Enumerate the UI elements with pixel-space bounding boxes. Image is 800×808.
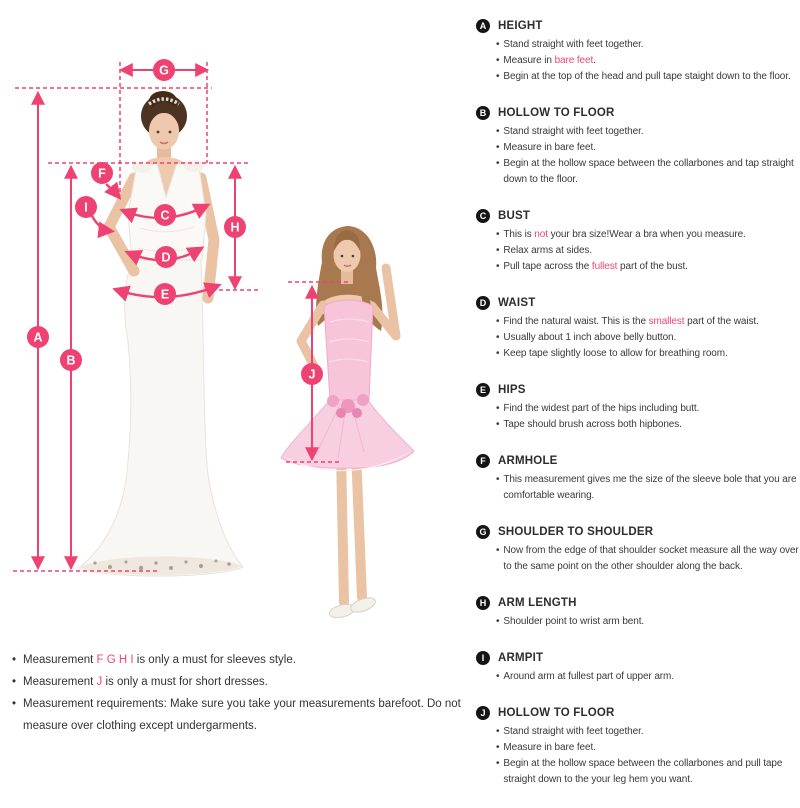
section-header	[476, 208, 800, 224]
letter-badge-g: G	[476, 525, 490, 539]
section-bullets	[476, 227, 800, 275]
instruction-bullet	[476, 472, 800, 504]
text-segment: This measurement gives me the size of the sleeve bole that you are comfortable wearing.	[503, 474, 797, 501]
text-segment: Measure in bare feet.	[503, 742, 596, 753]
instruction-bullet	[476, 259, 800, 275]
instruction-bullet	[476, 243, 800, 259]
bullet-marker: •	[496, 316, 500, 327]
bullet-text	[503, 156, 800, 188]
note-item	[12, 671, 468, 693]
bullet-text	[503, 472, 800, 504]
text-segment: This is	[503, 229, 535, 240]
measure-section-a	[476, 18, 800, 85]
bullet-text	[503, 346, 800, 362]
bullet-marker: •	[496, 474, 500, 485]
section-bullets	[476, 472, 800, 504]
section-header	[476, 705, 800, 721]
measure-section-f	[476, 453, 800, 504]
section-bullets	[476, 314, 800, 362]
bullet-marker: •	[496, 758, 500, 769]
measurement-notes	[12, 649, 468, 737]
section-header	[476, 524, 800, 540]
text-segment: Stand straight with feet together.	[503, 39, 644, 50]
text-segment: Around arm at fullest part of upper arm.	[503, 671, 674, 682]
highlighted-text: smallest	[648, 316, 685, 327]
section-bullets	[476, 37, 800, 85]
letter-badge-j: J	[476, 706, 490, 720]
letter-badge-e: E	[476, 383, 490, 397]
bullet-text	[503, 243, 800, 259]
instruction-bullet	[476, 37, 800, 53]
letter-badge-h: H	[476, 596, 490, 610]
instruction-bullet	[476, 346, 800, 362]
section-header	[476, 382, 800, 398]
instruction-bullet	[476, 724, 800, 740]
label-H: H	[230, 220, 240, 235]
section-title: HEIGHT	[498, 20, 543, 32]
bullet-text	[503, 669, 800, 685]
measure-section-b	[476, 105, 800, 188]
label-F: F	[98, 166, 106, 181]
bullet-text	[503, 37, 800, 53]
section-title: ARMHOLE	[498, 455, 558, 467]
section-title: HIPS	[498, 384, 526, 396]
bullet-marker: •	[496, 545, 500, 556]
model-eye	[352, 255, 355, 258]
pink-dress-bodice	[324, 300, 373, 400]
label-I: I	[84, 200, 88, 215]
note-item	[12, 693, 468, 737]
letter-badge-a: A	[476, 19, 490, 33]
bullet-marker: •	[496, 39, 500, 50]
bullet-text	[503, 227, 800, 243]
highlighted-text: J	[96, 676, 103, 688]
bullet-marker: •	[496, 229, 500, 240]
bullet-text	[503, 259, 800, 275]
bride-eye	[157, 131, 160, 134]
model-leg	[341, 452, 344, 602]
text-segment: Measurement	[23, 676, 97, 688]
note-item	[12, 649, 468, 671]
letter-badge-c: C	[476, 209, 490, 223]
bullet-text	[503, 124, 800, 140]
instruction-bullet	[476, 156, 800, 188]
label-G: G	[159, 63, 169, 78]
bullet-marker: •	[496, 403, 500, 414]
model-leg	[356, 452, 362, 597]
bullet-marker: •	[496, 332, 500, 343]
text-segment: .	[593, 55, 596, 66]
text-segment: is only a must for sleeves style.	[133, 654, 296, 666]
text-segment: Stand straight with feet together.	[503, 126, 644, 137]
letter-badge-i: I	[476, 651, 490, 665]
instruction-bullet	[476, 543, 800, 575]
section-header	[476, 18, 800, 34]
bullet-marker: •	[496, 726, 500, 737]
model-eye	[341, 255, 344, 258]
bullet-text	[503, 417, 800, 433]
text-segment: Pull tape across the	[503, 261, 592, 272]
bullet-text	[503, 724, 800, 740]
bullet-marker: •	[496, 158, 500, 169]
text-segment: part of the bust.	[617, 261, 688, 272]
text-segment: Measurement	[23, 654, 97, 666]
section-title: HOLLOW TO FLOOR	[498, 707, 615, 719]
bullet-marker: •	[496, 419, 500, 430]
text-segment: your bra size!Wear a bra when you measure.	[547, 229, 746, 240]
bullet-marker: •	[12, 654, 17, 666]
section-bullets	[476, 724, 800, 788]
bullet-marker: •	[496, 142, 500, 153]
bullet-marker: •	[496, 671, 500, 682]
bullet-text	[503, 543, 800, 575]
text-segment: is only a must for short dresses.	[102, 676, 268, 688]
instruction-bullet	[476, 614, 800, 630]
instruction-bullet	[476, 227, 800, 243]
section-bullets	[476, 543, 800, 575]
instruction-bullet	[476, 401, 800, 417]
measurement-guide-list	[476, 18, 800, 808]
text-segment: Tape should brush across both hipbones.	[503, 419, 682, 430]
section-header	[476, 105, 800, 121]
text-segment: Begin at the hollow space between the collarbones and pull tape straight down to the your leg hem you want.	[503, 758, 783, 785]
instruction-bullet	[476, 740, 800, 756]
text-segment: Find the widest part of the hips including butt.	[503, 403, 700, 414]
measure-section-d	[476, 295, 800, 362]
bride-eye	[169, 131, 172, 134]
bullet-text	[503, 756, 800, 788]
measure-section-c	[476, 208, 800, 275]
letter-badge-b: B	[476, 106, 490, 120]
highlighted-text: not	[534, 229, 548, 240]
highlighted-text: F G H I	[96, 654, 134, 666]
bullet-marker: •	[496, 71, 500, 82]
measure-section-h	[476, 595, 800, 630]
section-title: BUST	[498, 210, 531, 222]
measure-arrow-F	[106, 184, 118, 196]
section-title: WAIST	[498, 297, 536, 309]
section-title: ARMPIT	[498, 652, 544, 664]
bullet-text	[503, 69, 800, 85]
instruction-bullet	[476, 756, 800, 788]
bullet-text	[503, 140, 800, 156]
bullet-text	[503, 401, 800, 417]
figure-pink-dress-model	[281, 226, 414, 620]
text-segment: Measure in bare feet.	[503, 142, 596, 153]
bullet-marker: •	[496, 126, 500, 137]
bullet-marker: •	[12, 698, 17, 710]
section-header	[476, 453, 800, 469]
text-segment: Find the natural waist. This is the	[503, 316, 649, 327]
bullet-text	[503, 314, 800, 330]
section-header	[476, 295, 800, 311]
instruction-bullet	[476, 330, 800, 346]
section-bullets	[476, 614, 800, 630]
text-segment: Shoulder point to wrist arm bent.	[503, 616, 645, 627]
label-A: A	[33, 330, 43, 345]
section-bullets	[476, 124, 800, 188]
bullet-text	[503, 740, 800, 756]
section-bullets	[476, 669, 800, 685]
bullet-marker: •	[496, 616, 500, 627]
instruction-bullet	[476, 69, 800, 85]
bullet-marker: •	[496, 742, 500, 753]
bullet-marker: •	[496, 245, 500, 256]
note-text	[23, 671, 468, 693]
bullet-text	[503, 330, 800, 346]
bullet-marker: •	[496, 261, 500, 272]
instruction-bullet	[476, 669, 800, 685]
section-title: HOLLOW TO FLOOR	[498, 107, 615, 119]
instruction-bullet	[476, 53, 800, 69]
text-segment: Now from the edge of that shoulder socket measure all the way over to the same point on the other shoulder along the back.	[503, 545, 799, 572]
bullet-marker: •	[12, 676, 17, 688]
instruction-bullet	[476, 417, 800, 433]
label-J: J	[308, 367, 316, 382]
instruction-bullet	[476, 124, 800, 140]
section-header	[476, 595, 800, 611]
section-header	[476, 650, 800, 666]
label-E: E	[160, 287, 170, 302]
measure-section-e	[476, 382, 800, 433]
measure-section-j	[476, 705, 800, 788]
note-text	[23, 649, 468, 671]
measure-section-i	[476, 650, 800, 685]
letter-badge-f: F	[476, 454, 490, 468]
section-title: ARM LENGTH	[498, 597, 577, 609]
section-bullets	[476, 401, 800, 433]
section-title: SHOULDER TO SHOULDER	[498, 526, 654, 538]
text-segment: Relax arms at sides.	[503, 245, 592, 256]
text-segment: Stand straight with feet together.	[503, 726, 644, 737]
letter-badge-d: D	[476, 296, 490, 310]
text-segment: Measurement requirements: Make sure you take your measurements barefoot. Do not measure over clothing except undergarments.	[23, 698, 461, 732]
instruction-bullet	[476, 314, 800, 330]
bullet-marker: •	[496, 348, 500, 359]
note-text	[23, 693, 468, 737]
label-D: D	[161, 250, 171, 265]
text-segment: Begin at the top of the head and pull tape staight down to the floor.	[503, 71, 791, 82]
bullet-marker: •	[496, 55, 500, 66]
highlighted-text: fullest	[591, 261, 618, 272]
text-segment: Measure in	[503, 55, 555, 66]
bullet-text	[503, 614, 800, 630]
text-segment: part of the waist.	[684, 316, 759, 327]
bullet-text	[503, 53, 800, 69]
bride-gown-skirt	[79, 258, 243, 576]
instruction-bullet	[476, 140, 800, 156]
measure-section-g	[476, 524, 800, 575]
label-C: C	[160, 208, 170, 223]
text-segment: Keep tape slightly loose to allow for breathing room.	[503, 348, 728, 359]
text-segment: Usually about 1 inch above belly button.	[503, 332, 677, 343]
highlighted-text: bare feet	[554, 55, 594, 66]
label-B: B	[66, 353, 76, 368]
text-segment: Begin at the hollow space between the collarbones and tap straight down to the floor.	[503, 158, 794, 185]
lace-strap-right	[184, 160, 204, 172]
